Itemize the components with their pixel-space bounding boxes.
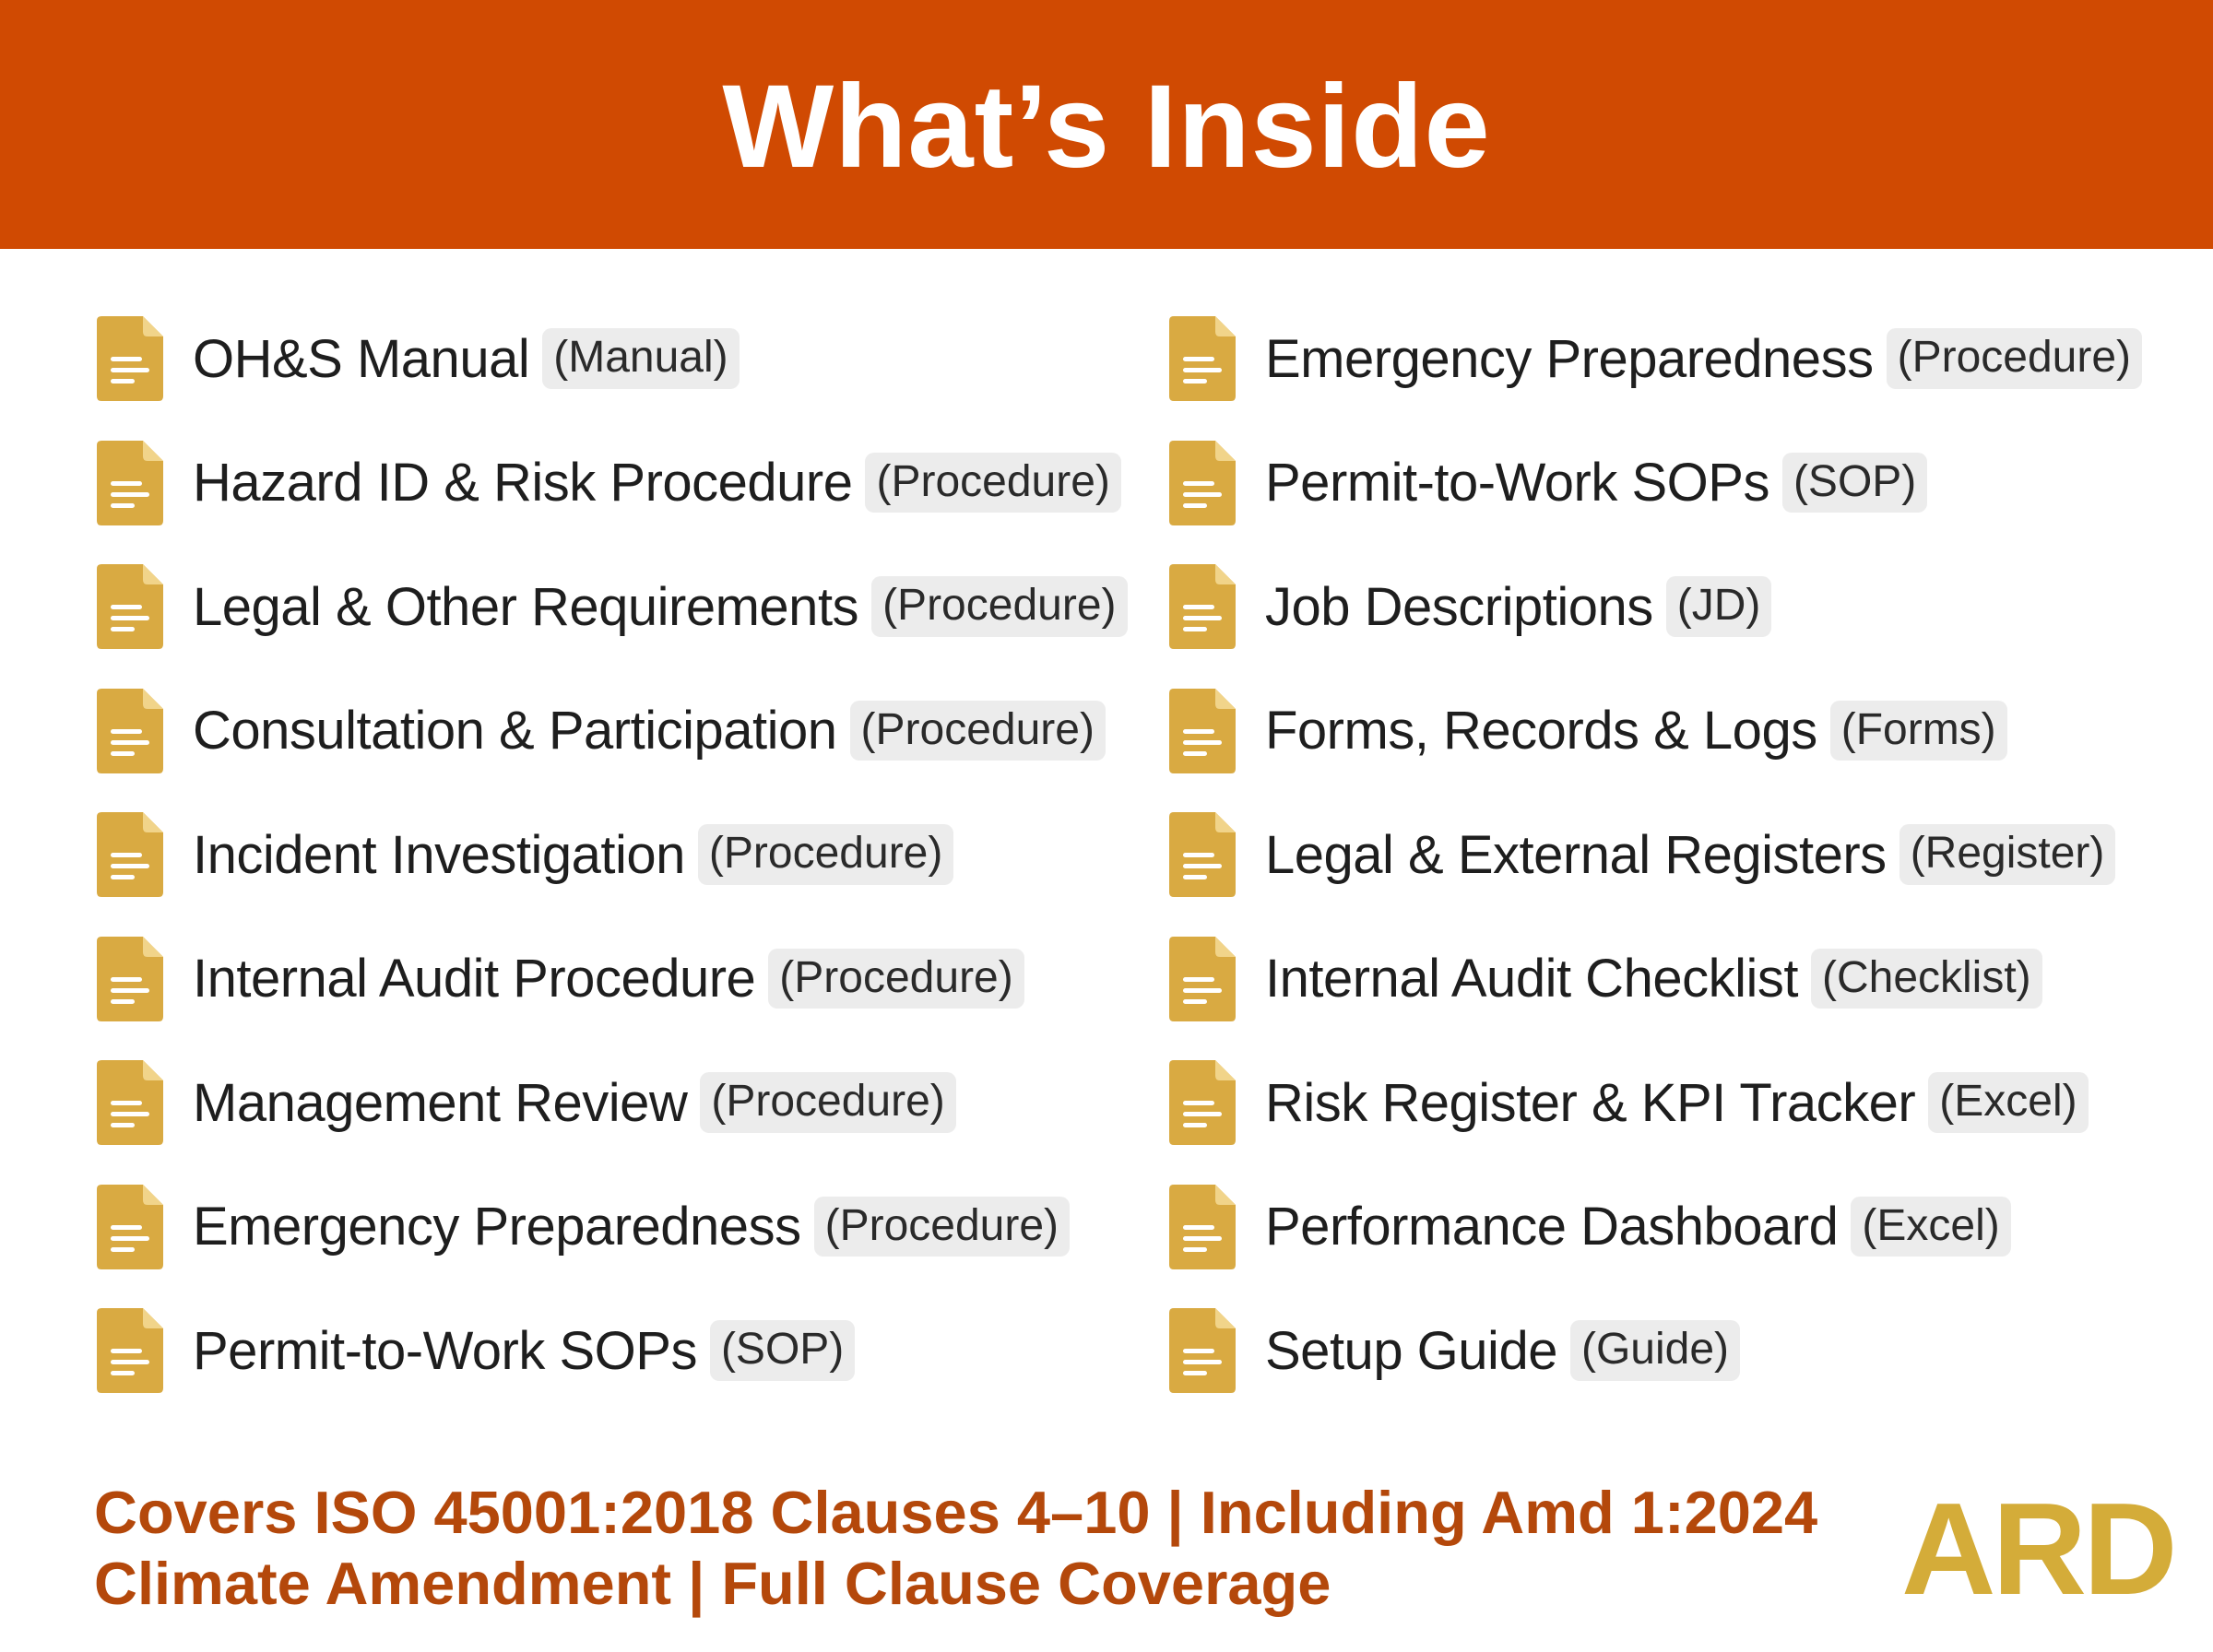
document-icon (1169, 441, 1236, 525)
document-icon (97, 812, 163, 897)
list-item (97, 680, 1106, 782)
document-icon (1169, 937, 1236, 1021)
item-title: Emergency Preparedness (1265, 328, 1874, 389)
item-title: Permit-to-Work SOPs (193, 1320, 697, 1381)
item-type-tag: (Guide) (1570, 1320, 1740, 1380)
document-icon (1169, 1185, 1236, 1269)
item-type-tag: (SOP) (1782, 453, 1927, 513)
list-item (1169, 1052, 2089, 1153)
item-title: Risk Register & KPI Tracker (1265, 1072, 1916, 1133)
item-type-tag: (Register) (1899, 824, 2116, 884)
item-type-tag: (Forms) (1830, 701, 2007, 761)
item-title: Legal & Other Requirements (193, 576, 859, 637)
document-icon (97, 564, 163, 649)
item-type-tag: (Procedure) (871, 576, 1127, 636)
list-item (97, 308, 740, 409)
item-title: Setup Guide (1265, 1320, 1557, 1381)
item-title: Consultation & Participation (193, 701, 837, 761)
document-icon (1169, 1308, 1236, 1393)
list-item (1169, 804, 2115, 905)
list-item (1169, 1176, 2011, 1278)
list-item (97, 1300, 855, 1401)
item-title: Internal Audit Procedure (193, 949, 756, 1009)
item-type-tag: (Procedure) (865, 453, 1120, 513)
item-type-tag: (Procedure) (1887, 328, 2142, 388)
document-icon (97, 689, 163, 773)
document-icon (97, 441, 163, 525)
coverage-statement (94, 1477, 1817, 1619)
item-title: Performance Dashboard (1265, 1197, 1839, 1257)
document-icon (97, 1185, 163, 1269)
item-type-tag: (Procedure) (850, 701, 1106, 761)
item-type-tag: (JD) (1666, 576, 1772, 636)
list-item (1169, 928, 2042, 1030)
brand-logo: ARD (1901, 1476, 2174, 1622)
list-item (97, 928, 1024, 1030)
page-title: What’s Inside (722, 60, 1491, 193)
item-title: Incident Investigation (193, 824, 685, 885)
item-title: Emergency Preparedness (193, 1197, 801, 1257)
item-title: OH&S Manual (193, 328, 530, 389)
coverage-line-2: Climate Amendment | Full Clause Coverage (94, 1550, 1331, 1617)
document-icon (1169, 812, 1236, 897)
list-item (97, 1176, 1070, 1278)
document-icon (1169, 316, 1236, 401)
item-title: Job Descriptions (1265, 576, 1653, 637)
item-type-tag: (Excel) (1851, 1197, 2010, 1257)
list-item (1169, 680, 2007, 782)
item-type-tag: (SOP) (710, 1320, 855, 1380)
item-title: Management Review (193, 1072, 688, 1133)
item-type-tag: (Checklist) (1811, 949, 2042, 1009)
document-icon (97, 1308, 163, 1393)
item-type-tag: (Procedure) (698, 824, 953, 884)
item-title: Internal Audit Checklist (1265, 949, 1798, 1009)
item-type-tag: (Procedure) (768, 949, 1024, 1009)
document-icon (1169, 1060, 1236, 1145)
header-banner (0, 0, 2213, 249)
document-icon (1169, 689, 1236, 773)
item-type-tag: (Procedure) (700, 1072, 955, 1132)
list-item (97, 556, 1128, 657)
list-item (1169, 1300, 1740, 1401)
list-item (97, 1052, 956, 1153)
item-title: Legal & External Registers (1265, 824, 1887, 885)
list-item (1169, 432, 1927, 534)
coverage-line-1: Covers ISO 45001:2018 Clauses 4–10 | Including Amd 1:2024 (94, 1479, 1818, 1546)
item-title: Forms, Records & Logs (1265, 701, 1817, 761)
list-item (97, 804, 953, 905)
item-type-tag: (Procedure) (814, 1197, 1070, 1257)
list-item (1169, 556, 1771, 657)
item-title: Hazard ID & Risk Procedure (193, 453, 853, 513)
item-title: Permit-to-Work SOPs (1265, 453, 1769, 513)
document-icon (97, 316, 163, 401)
document-icon (1169, 564, 1236, 649)
item-type-tag: (Excel) (1928, 1072, 2088, 1132)
list-item (1169, 308, 2142, 409)
document-icon (97, 937, 163, 1021)
document-icon (97, 1060, 163, 1145)
list-item (97, 432, 1121, 534)
item-type-tag: (Manual) (542, 328, 739, 388)
